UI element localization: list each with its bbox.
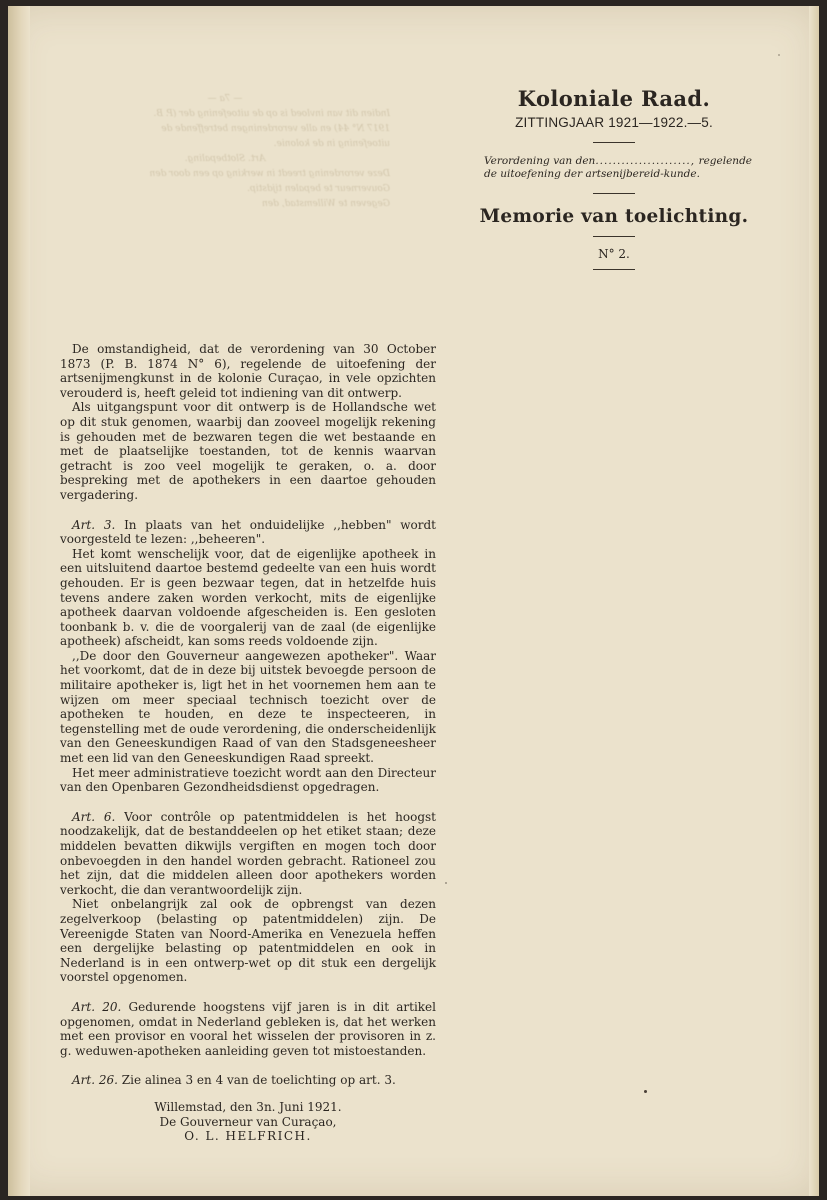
article-label: Art. 20. <box>72 999 122 1014</box>
session-year: ZITTINGJAAR 1921—1922.—5. <box>515 115 713 130</box>
signature-office: De Gouverneur van Curaçao, <box>159 1114 337 1129</box>
article-label: Art. 26. <box>72 1073 118 1088</box>
signature-name: O. L. HELFRICH. <box>184 1129 312 1144</box>
paragraph: Het komt wenschelijk voor, dat de eigenlijke apotheek in een uitsluitend daartoe bestemd gedeelte van een huis wordt gehouden. Er is geen bezwaar tegen, dat in hetzelfde huis tevens andere zaken worden verkocht, mits de eigenlijke apotheek daarvan voldoende afgescheiden is. Een gesloten toonbank b. v. die de voorgalerij van de zaal (de eigenlijke apotheek) afscheidt, kan soms reeds voldoende zijn. <box>60 546 436 649</box>
article-label: Art. 3. <box>72 517 116 532</box>
article-20-paragraph: Art. 20. Gedurende hoogstens vijf jaren is in dit artikel opgenomen, omdat in Nederland gebleken is, dat het werken met een provisor en vooral het wisselen der provisoren in z. g. weduwen-apotheken aanleiding geven tot mistoestanden. <box>60 999 436 1058</box>
article-label: Art. 6. <box>72 809 116 824</box>
memorie-title: Memorie van toelichting. <box>479 206 749 227</box>
paper-speck <box>445 882 447 884</box>
divider <box>593 269 635 270</box>
document-header <box>474 86 754 270</box>
divider <box>593 142 635 143</box>
paragraph: ,,De door den Gouverneur aangewezen apotheker". Waar het voorkomt, dat de in deze bij uitstek bevoegde persoon de militaire apotheker is, ligt het in het voornemen hem aan te wijzen om meer speciaal technisch toezicht over de apotheken te houden, en deze te inspecteeren, in tegenstelling met de oude verordening, die onderscheidenlijk van den Geneeskundigen Raad of van den Stadsgeneesheer met een lid van den Geneeskundigen Raad spreekt. <box>60 648 436 766</box>
divider <box>593 193 635 194</box>
binding-gutter <box>8 6 30 1196</box>
article-26-paragraph: Art. 26. Zie alinea 3 en 4 van de toelichting op art. 3. <box>72 1073 396 1088</box>
explanatory-text <box>60 342 436 1144</box>
article-3-paragraph: Art. 3. In plaats van het onduidelijke ,,hebben" wordt voorgesteld te lezen: ,,beheeren". <box>60 517 436 547</box>
ordinance-subject: Verordening van den......................, regelende de uitoefening der artsenijbereid-kunde. <box>484 155 753 180</box>
document-number: N° 2. <box>598 247 630 261</box>
paper-speck <box>778 54 780 56</box>
bleed-through-text: — 7a — Indien dit van invloed is op de uitoefening der (P. B. 1917 N° 44) en alle verordeningen betreffende de uitoefening in de kolonie. Art. Slotbepaling. Deze verordening treedt in werking op een door den Gouverneur te bepalen tijdstip. Gegeven te Willemstad, den <box>149 94 390 209</box>
divider <box>593 236 635 237</box>
council-title: Koloniale Raad. <box>517 86 711 111</box>
paragraph: Niet onbelangrijk zal ook de opbrengst van dezen zegelverkoop (belasting op patentmiddelen) zijn. De Vereenigde Staten van Noord-Amerika en Venezuela heffen een dergelijke belasting op patentmiddelen en ook in Nederland is in een ontwerp-wet op dit stuk een dergelijk voorstel opgenomen. <box>60 897 436 985</box>
document-page <box>8 6 819 1196</box>
paragraph: De omstandigheid, dat de verordening van 30 October 1873 (P. B. 1874 N° 6), regelende de uitoefening der artsenijmengkunst in de kolonie Curaçao, in vele opzichten verouderd is, heeft geleid tot indiening van dit ontwerp. <box>60 342 436 400</box>
paragraph: Het meer administratieve toezicht wordt aan den Directeur van den Openbaren Gezondheidsdienst opgedragen. <box>60 765 436 795</box>
paper-speck <box>644 1090 647 1093</box>
paragraph: Als uitgangspunt voor dit ontwerp is de Hollandsche wet op dit stuk genomen, waarbij dan zooveel mogelijk rekening is gehouden met de bezwaren tegen die wet bestaande en met de plaatselijke toestanden, tot de kennis waarvan getracht is zoo veel mogelijk te geraken, o. a. door bespreking met de apothekers in een daartoe gehouden vergadering. <box>60 400 436 502</box>
signature-place-date: Willemstad, den 3n. Juni 1921. <box>154 1099 342 1114</box>
page-edge <box>809 6 819 1196</box>
article-6-paragraph: Art. 6. Voor contrôle op patentmiddelen is het hoogst noodzakelijk, dat de bestanddeelen op het etiket staan; deze middelen bevatten dikwijls vergiften en mogen toch door onbevoegden in den handel worden gebracht. Rationeel zou het zijn, dat die middelen alleen door apothekers worden verkocht, die dan verantwoordelijk zijn. <box>60 809 436 897</box>
